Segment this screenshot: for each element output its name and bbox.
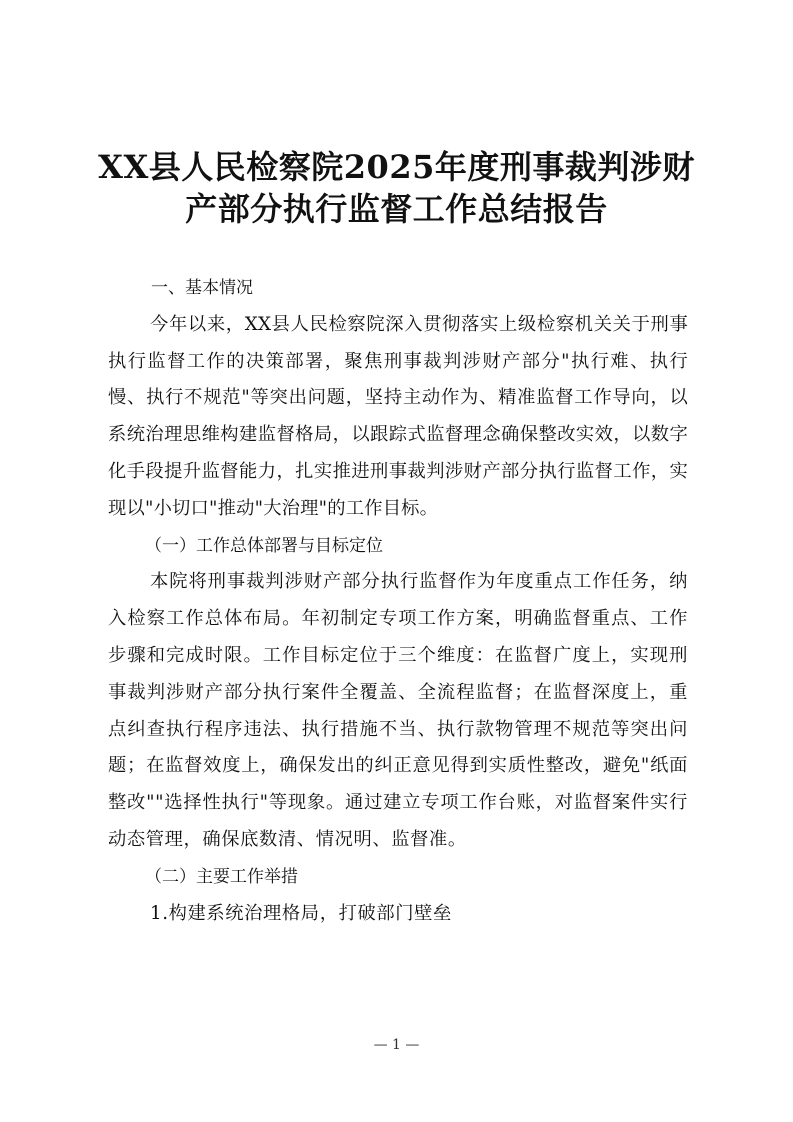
subsection-heading-measures: （二）主要工作举措 (145, 866, 298, 887)
document-title (80, 146, 713, 230)
item-heading-system-governance: 1.构建系统治理格局，打破部门壁垒 (150, 902, 452, 924)
subsection-heading-deployment: （一）工作总体部署与目标定位 (145, 535, 383, 556)
page-number: — 1 — (373, 1037, 420, 1053)
title-line-1: XX县人民检察院2025年度刑事裁判涉财 (98, 148, 695, 186)
paragraph-deployment: 本院将刑事裁判涉财产部分执行监督作为年度重点工作任务，纳入检察工作总体布局。年初制定专项工作方案，明确监督重点、工作步骤和完成时限。工作目标定位于三个维度：在监督广度上，实现刑事裁判涉财产部分执行案件全覆盖、全流程监督；在监督深度上，重点纠查执行程序违法、执行措施不当、执行款物管理不规范等突出问题；在监督效度上，确保发出的纠正意见得到实质性整改，避免"纸面整改""选择性执行"等现象。通过建立专项工作台账，对监督案件实行动态管理，确保底数清、情况明、监督准。 (108, 571, 688, 850)
paragraph-basic-situation: 今年以来，XX县人民检察院深入贯彻落实上级检察机关关于刑事执行监督工作的决策部署，聚焦刑事裁判涉财产部分"执行难、执行慢、执行不规范"等突出问题，坚持主动作为、精准监督工作导向，以系统治理思维构建监督格局，以跟踪式监督理念确保整改实效，以数字化手段提升监督能力，扎实推进刑事裁判涉财产部分执行监督工作，实现以"小切口"推动"大治理"的工作目标。 (108, 313, 688, 519)
title-line-2: 产部分执行监督工作总结报告 (185, 190, 608, 228)
document-body (108, 270, 688, 932)
section-heading-basic-situation: 一、基本情况 (151, 278, 253, 298)
